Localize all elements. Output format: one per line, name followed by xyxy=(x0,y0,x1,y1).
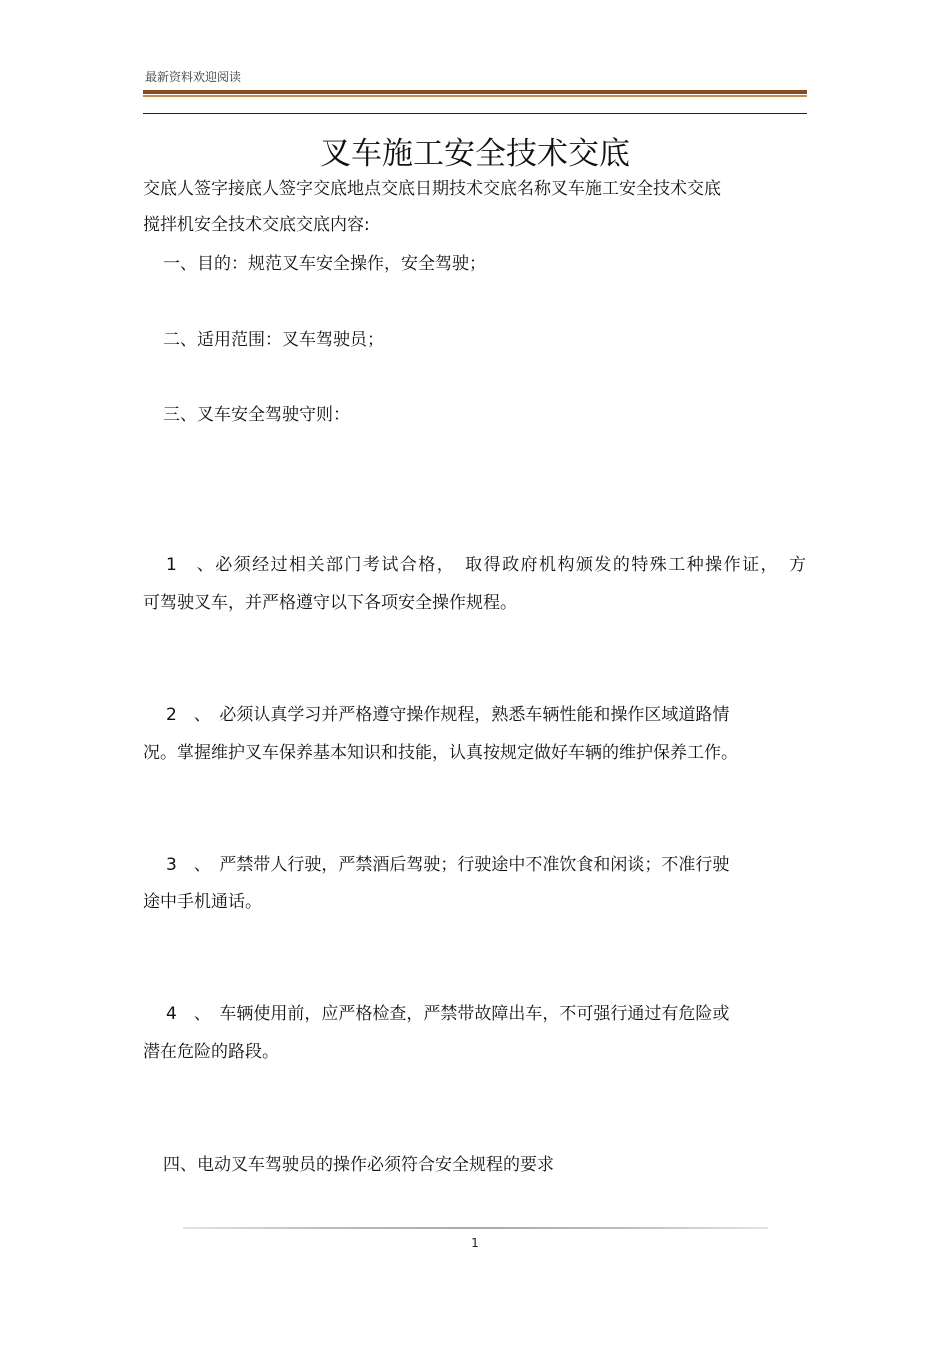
header-rule-brown xyxy=(143,90,807,94)
rule-2-line-1: 2 、 必须认真学习并严格遵守操作规程，熟悉车辆性能和操作区域道路情 xyxy=(166,705,730,725)
section-1-purpose: 一、目的：规范叉车安全操作，安全驾驶； xyxy=(163,254,486,274)
header-rule-thin xyxy=(143,113,807,114)
section-4-electric-forklift: 四、电动叉车驾驶员的操作必须符合安全规程的要求 xyxy=(163,1155,554,1175)
section-2-scope: 二、适用范围：叉车驾驶员； xyxy=(163,330,384,350)
rule-4-line-1: 4 、 车辆使用前，应严格检查，严禁带故障出车，不可强行通过有危险或 xyxy=(166,1004,730,1024)
rule-3-line-2: 途中手机通话。 xyxy=(143,892,262,912)
header-rule-gold xyxy=(143,95,807,97)
rule-2-line-2: 况。掌握维护叉车保养基本知识和技能，认真按规定做好车辆的维护保养工作。 xyxy=(143,743,738,763)
intro-line-2: 搅拌机安全技术交底交底内容: xyxy=(143,215,370,235)
rule-1-line-2: 可驾驶叉车，并严格遵守以下各项安全操作规程。 xyxy=(143,593,517,613)
header-text: 最新资料欢迎阅读 xyxy=(145,70,242,84)
page-number: 1 xyxy=(471,1236,479,1250)
footer-rule xyxy=(183,1227,768,1229)
rule-4-line-2: 潜在危险的路段。 xyxy=(143,1042,279,1062)
rule-3-line-1: 3 、 严禁带人行驶，严禁酒后驾驶；行驶途中不准饮食和闲谈；不准行驶 xyxy=(166,855,730,875)
intro-line-1: 交底人签字接底人签字交底地点交底日期技术交底名称叉车施工安全技术交底 xyxy=(143,179,721,199)
section-3-rules-heading: 三、叉车安全驾驶守则： xyxy=(163,405,350,425)
rule-1-line-1: 1 、必须经过相关部门考试合格， 取得政府机构颁发的特殊工种操作证， 方 xyxy=(166,555,806,575)
document-title: 叉车施工安全技术交底 xyxy=(320,136,630,172)
